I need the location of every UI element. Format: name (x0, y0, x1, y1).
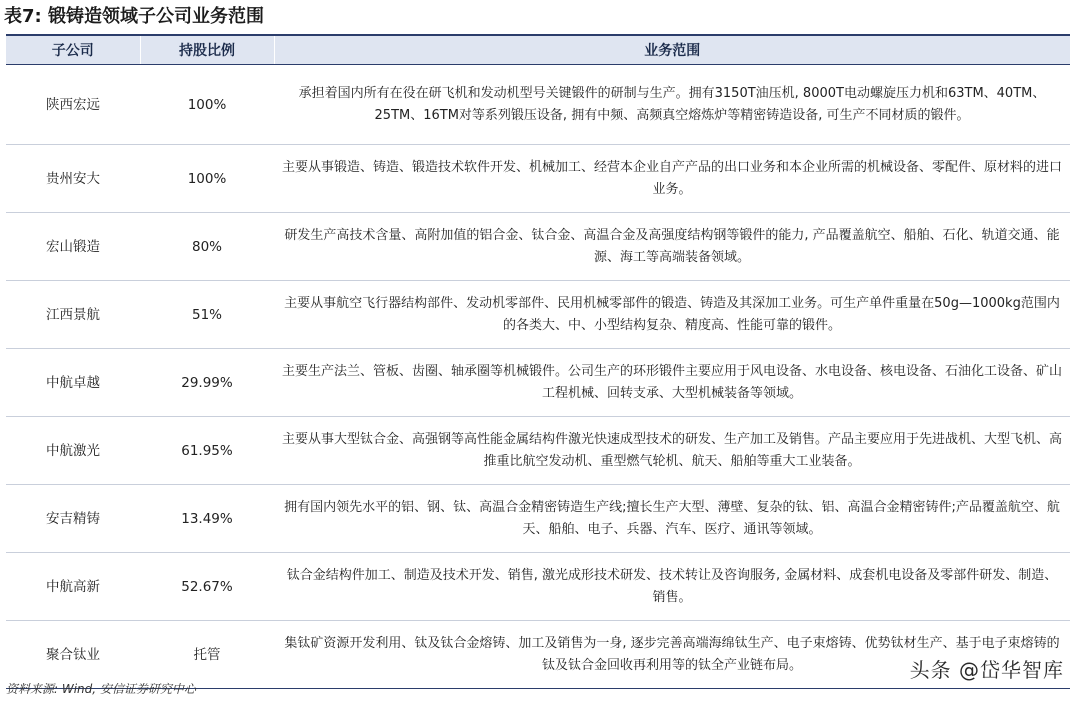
table-row (6, 349, 1070, 417)
company-name: 聚合钛业 (6, 621, 140, 689)
business-scope: 主要从事航空飞行器结构部件、发动机零部件、民用机械零部件的锻造、铸造及其深加工业务。可生产单件重量在50g—1000kg范围内的各类大、中、小型结构复杂、精度高、性能可靠的锻件。 (274, 281, 1070, 349)
table-row (6, 485, 1070, 553)
share-ratio: 51% (140, 281, 274, 349)
share-ratio: 13.49% (140, 485, 274, 553)
share-ratio: 100% (187, 96, 227, 113)
company-name: 安吉精铸 (6, 485, 140, 553)
business-scope: 研发生产高技术含量、高附加值的铝合金、钛合金、高温合金及高强度结构钢等锻件的能力, 产品覆盖航空、船舶、石化、轨道交通、能源、海工等高端装备领域。 (274, 213, 1070, 281)
table-row (6, 213, 1070, 281)
table-row (6, 145, 1070, 213)
source-note: 资料来源: Wind, 安信证券研究中心 (6, 682, 196, 696)
share-ratio: 80% (140, 213, 274, 281)
header-share: 持股比例 (140, 35, 274, 65)
business-scope: 集钛矿资源开发利用、钛及钛合金熔铸、加工及销售为一身, 逐步完善高端海绵钛生产、电子束熔铸、优势钛材生产、基于电子束熔铸的钛及钛合金回收再利用等的钛全产业链布局。 (274, 621, 1070, 689)
business-scope: 主要从事大型钛合金、高强钢等高性能金属结构件激光快速成型技术的研发、生产加工及销售。产品主要应用于先进战机、大型飞机、高推重比航空发动机、重型燃气轮机、航天、船舶等重大工业装备。 (274, 417, 1070, 485)
company-name: 贵州安大 (6, 145, 140, 213)
company-name: 江西景航 (6, 281, 140, 349)
share-ratio: 29.99% (140, 349, 274, 417)
business-scope: 主要从事锻造、铸造、锻造技术软件开发、机械加工、经营本企业自产产品的出口业务和本企业所需的机械设备、零配件、原材料的进口业务。 (274, 145, 1070, 213)
watermark: 头条 @岱华智库 (909, 658, 1064, 682)
subsidiary-table (6, 34, 1070, 689)
table-header-row (6, 35, 1070, 65)
table-row (6, 281, 1070, 349)
business-scope: 主要生产法兰、管板、齿圈、轴承圈等机械锻件。公司生产的环形锻件主要应用于风电设备、水电设备、核电设备、石油化工设备、矿山工程机械、回转支承、大型机械装备等领域。 (274, 349, 1070, 417)
header-company: 子公司 (6, 35, 140, 65)
company-name: 中航高新 (6, 553, 140, 621)
share-ratio: 52.67% (140, 553, 274, 621)
share-ratio: 61.95% (140, 417, 274, 485)
share-ratio: 100% (140, 145, 274, 213)
business-scope: 钛合金结构件加工、制造及技术开发、销售, 激光成形技术研发、技术转让及咨询服务, 金属材料、成套机电设备及零部件研发、制造、销售。 (274, 553, 1070, 621)
table-title: 表7: 锻铸造领域子公司业务范围 (4, 6, 264, 27)
business-scope: 拥有国内领先水平的铝、钢、钛、高温合金精密铸造生产线;擅长生产大型、薄壁、复杂的钛、铝、高温合金精密铸件;产品覆盖航空、航天、船舶、电子、兵器、汽车、医疗、通讯等领域。 (274, 485, 1070, 553)
share-ratio: 托管 (140, 621, 274, 689)
table-row (6, 553, 1070, 621)
header-scope: 业务范围 (274, 35, 1070, 65)
company-name: 中航卓越 (6, 349, 140, 417)
business-scope: 承担着国内所有在役在研飞机和发动机型号关键锻件的研制与生产。拥有3150T油压机, 8000T电动螺旋压力机和63TM、40TM、25TM、16TM对等系列锻压设备, 拥有中频、高频真空熔炼炉等精密铸造设备, 可生产不同材质的锻件。 (298, 86, 1046, 123)
company-name: 中航激光 (6, 417, 140, 485)
table-row (6, 417, 1070, 485)
table-row (6, 65, 1070, 145)
company-name: 陕西宏远 (46, 96, 100, 113)
company-name: 宏山锻造 (6, 213, 140, 281)
